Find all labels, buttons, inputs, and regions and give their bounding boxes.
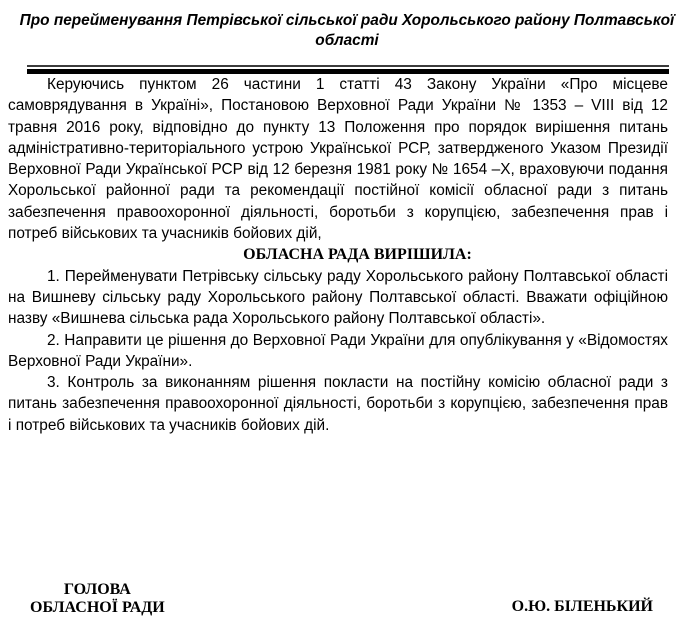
signature-name: О.Ю. БІЛЕНЬКИЙ: [511, 598, 653, 615]
signature-position-line2: ОБЛАСНОЇ РАДИ: [30, 598, 165, 616]
document-title: Про перейменування Петрівської сільської ради Хорольського району Полтавської області: [19, 12, 675, 49]
signature-position-title: [30, 581, 165, 616]
resolution-item-2: 2. Направити це рішення до Верховної Ради України для опублікування у «Відомостях Верховної Ради України».: [8, 331, 668, 370]
resolution-heading: ОБЛАСНА РАДА ВИРІШИЛА:: [243, 246, 472, 264]
signature-block: [0, 581, 694, 621]
preamble-paragraph: Керуючись пунктом 26 частини 1 статті 43 Закону України «Про місцеве самоврядування в Україні», Постановою Верховної Ради України № 1353 – VIII від 12 травня 2016 року, відповідно до пункту 13 Положення про порядок вирішення питань адміністративно-територіального устрою Української РСР, затвердженого Указом Президії Верховної Ради Української РСР від 12 березня 1981 року № 1654 –Х, враховуючи подання Хорольської районної ради та рекомендації постійної комісії обласної ради з питань забезпечення правоохоронної діяльності, боротьби з корупцією, забезпечення прав і потреб військових та учасників бойових дій,: [8, 76, 668, 243]
signature-position-line1: ГОЛОВА: [63, 581, 131, 598]
document-page: [0, 11, 694, 616]
resolution-item-1: 1. Перейменувати Петрівську сільську раду Хорольського району Полтавської області на Вишневу сільську раду Хорольського району Полтавської області. Вважати офіційною назву «Вишнева сільська рада Хорольського району Полтавської області».: [8, 267, 668, 328]
document-body: [8, 74, 668, 436]
resolution-item-3: 3. Контроль за виконанням рішення покласти на постійну комісію обласної ради з питань забезпечення правоохоронної діяльності, боротьби з корупцією, забезпечення прав і потреб військових та учасників бойових дій.: [8, 374, 668, 434]
title-separator-rule: [27, 65, 669, 74]
